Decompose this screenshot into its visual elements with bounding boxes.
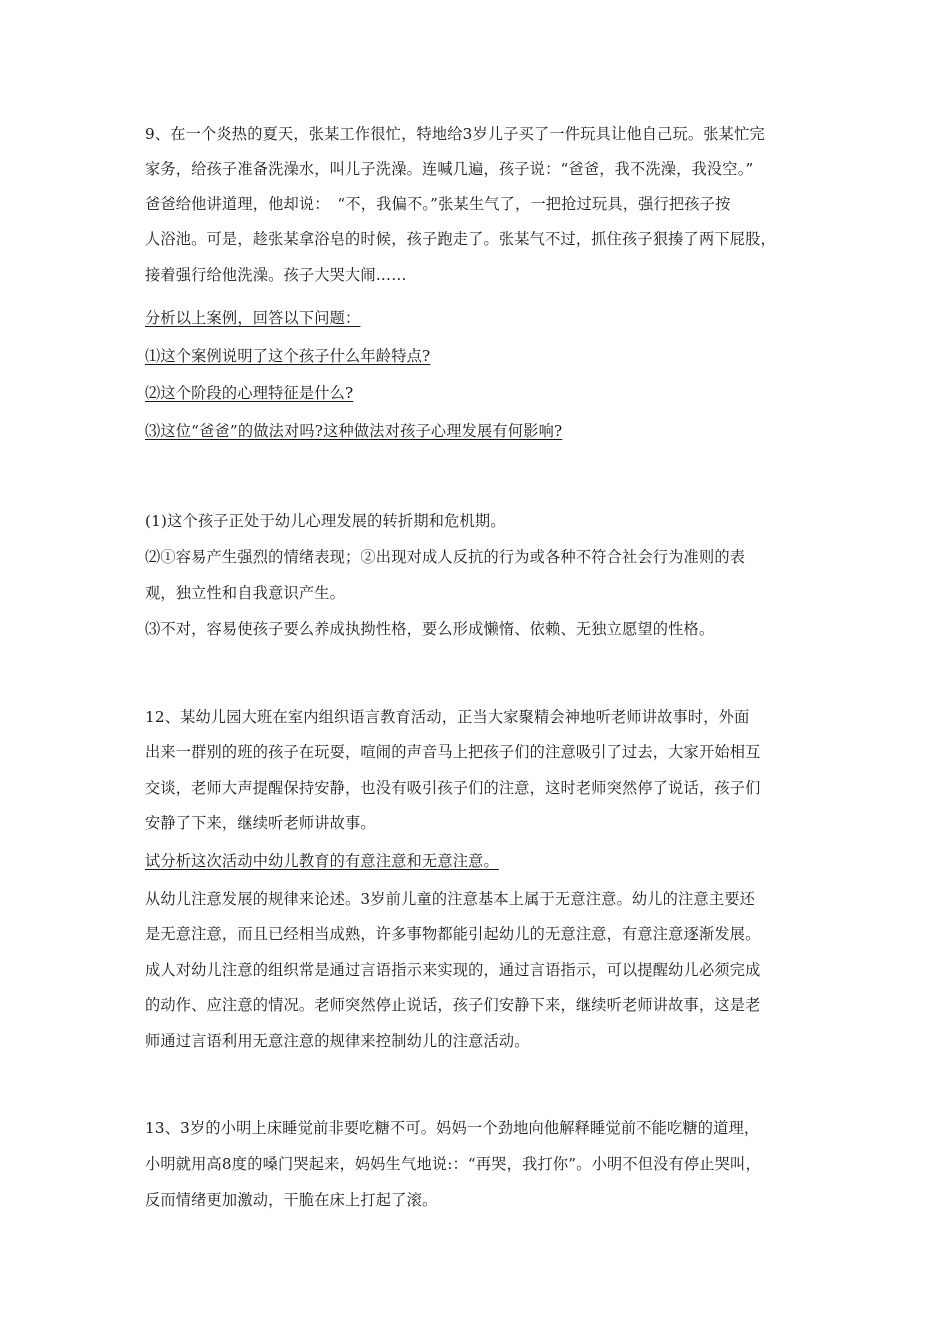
q9-paragraph-line: 接着强行给他洗澡。孩子大哭大闹…… [145, 266, 407, 284]
q12-answer-line: 是无意注意，而且已经相当成熟，许多事物都能引起幼儿的无意注意，有意注意逐渐发展。 [145, 925, 761, 943]
q12-answer-line: 的动作、应注意的情况。老师突然停止说话，孩子们安静下来，继续听老师讲故事，这是老 [145, 996, 761, 1014]
q12-paragraph-line: 出来一群别的班的孩子在玩耍，喧闹的声音马上把孩子们的注意吸引了过去，大家开始相互 [145, 743, 761, 761]
q12-prompt: 试分析这次活动中幼儿教育的有意注意和无意注意。 [145, 852, 499, 870]
q13-paragraph-line: 小明就用高8度的嗓门哭起来，妈妈生气地说:：“再哭，我打你”。小明不但没有停止哭叫， [145, 1155, 761, 1173]
q9-answer-3: ⑶不对，容易使孩子要么养成执拗性格，要么形成懒惰、依赖、无独立愿望的性格。 [145, 620, 715, 638]
q9-answer-2-cont: 观，独立性和自我意识产生。 [145, 584, 346, 602]
q12-answer-line: 成人对幼儿注意的组织常是通过言语指示来实现的，通过言语指示，可以提醒幼儿必须完成 [145, 961, 761, 979]
q13-paragraph-line: 13、3岁的小明上床睡觉前非要吃糖不可。妈妈一个劲地向他解释睡觉前不能吃糖的道理， [145, 1119, 760, 1137]
q9-prompt: 分析以上案例，回答以下问题： [145, 309, 361, 327]
q12-paragraph-line: 安静了下来，继续听老师讲故事。 [145, 814, 376, 832]
q9-answer-2: ⑵①容易产生强烈的情绪表现；②出现对成人反抗的行为或各种不符合社会行为准则的表 [145, 548, 746, 566]
q9-question-2: ⑵这个阶段的心理特征是什么? [145, 384, 354, 402]
q9-paragraph-line: 9、在一个炎热的夏天，张某工作很忙，特地给3岁儿子买了一件玩具让他自己玩。张某忙完 [145, 125, 765, 143]
q9-paragraph-line: 人浴池。可是，趁张某拿浴皂的时候，孩子跑走了。张某气不过，抓住孩子狠揍了两下屁股， [145, 230, 776, 248]
q13-paragraph-line: 反而情绪更加激动，干脆在床上打起了滚。 [145, 1191, 438, 1209]
q9-answer-1: (1)这个孩子正处于幼儿心理发展的转折期和危机期。 [145, 512, 506, 530]
q9-question-3: ⑶这位“爸爸”的做法对吗?这种做法对孩子心理发展有何影响? [145, 422, 563, 440]
q9-paragraph-line: 爸爸给他讲道理，他却说： “不，我偏不。”张某生气了，一把抢过玩具，强行把孩子按 [145, 195, 731, 213]
q9-paragraph-line: 家务，给孩子准备洗澡水，叫儿子洗澡。连喊几遍，孩子说：“爸爸，我不洗澡，我没空。” [145, 160, 754, 178]
q12-answer-line: 从幼儿注意发展的规律来论述。3岁前儿童的注意基本上属于无意注意。幼儿的注意主要还 [145, 890, 755, 908]
q12-paragraph-line: 12、某幼儿园大班在室内组织语言教育活动，正当大家聚精会神地听老师讲故事时，外面 [145, 708, 750, 726]
q12-paragraph-line: 交谈，老师大声提醒保持安静，也没有吸引孩子们的注意，这时老师突然停了说话，孩子们 [145, 779, 761, 797]
q9-question-1: ⑴这个案例说明了这个孩子什么年龄特点? [145, 347, 431, 365]
q12-answer-line: 师通过言语利用无意注意的规律来控制幼儿的注意活动。 [145, 1032, 530, 1050]
